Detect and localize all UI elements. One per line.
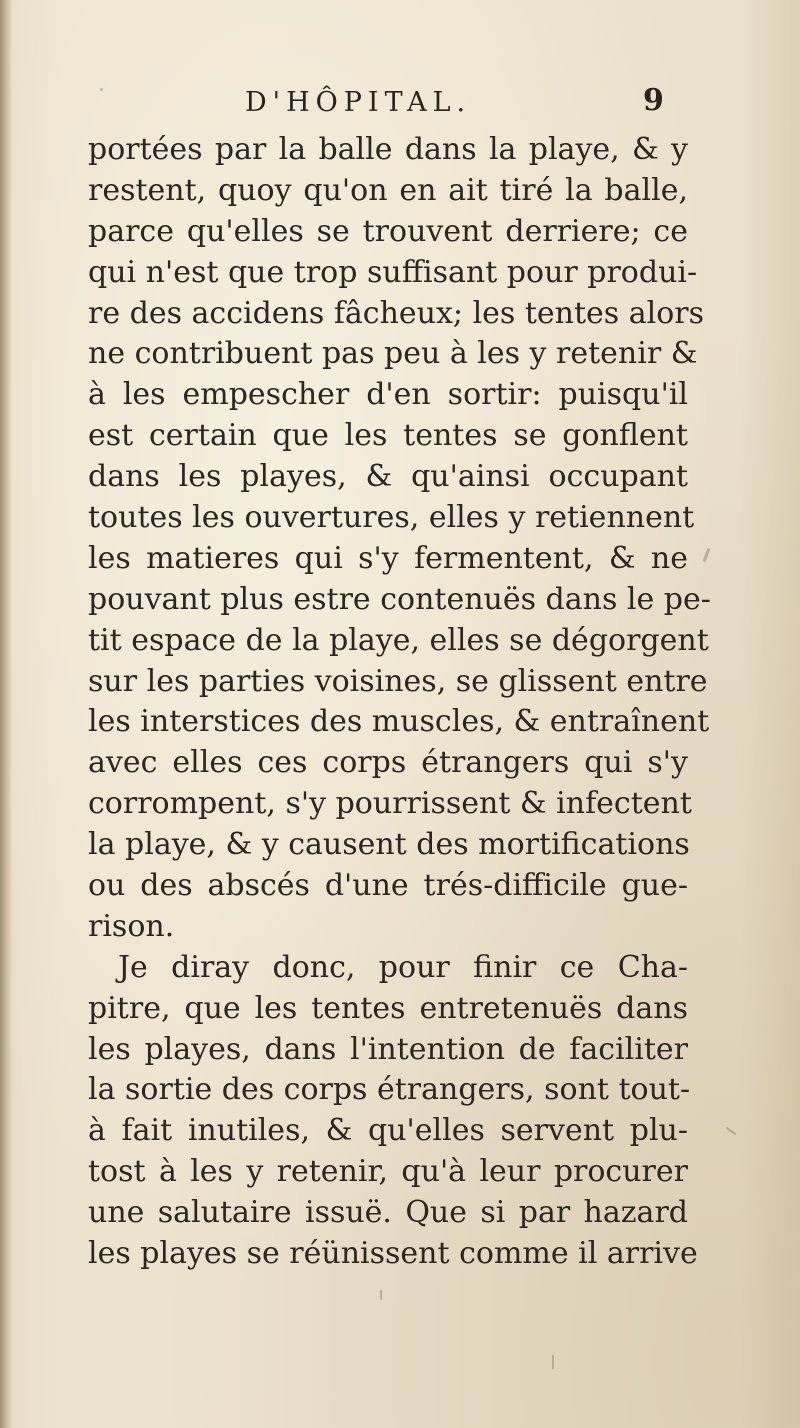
- text-line: sur les parties voisines, se glissent entre: [88, 663, 708, 699]
- paper-speck: [552, 1355, 554, 1369]
- text-line: à fait inutiles, & qu'elles servent plu-: [88, 1113, 688, 1149]
- page-header: [0, 83, 800, 127]
- paragraph-end-line: rison.: [88, 908, 175, 944]
- running-title: D'HÔPITAL.: [245, 87, 472, 118]
- text-line: pitre, que les tentes entretenuës dans: [88, 990, 688, 1026]
- text-line: corrompent, s'y pourrissent & infectent: [88, 786, 692, 822]
- text-line: à les empescher d'en sortir: puisqu'il: [88, 377, 688, 413]
- text-line: une salutaire issuë. Que si par hazard: [88, 1195, 688, 1231]
- paper-speck: [380, 1290, 382, 1300]
- text-line: est certain que les tentes se gonflent: [88, 418, 688, 454]
- text-line: restent, quoy qu'on en ait tiré la balle,: [88, 172, 688, 208]
- paper-speck: [703, 548, 711, 562]
- text-line: qui n'est que trop suffisant pour produi-: [88, 254, 698, 290]
- text-line: les playes, dans l'intention de faciliter: [88, 1031, 688, 1067]
- text-line: la sortie des corps étrangers, sont tout-: [88, 1072, 691, 1108]
- text-line: les playes se réünissent comme il arrive: [88, 1236, 698, 1272]
- page-gutter: [0, 0, 12, 1428]
- text-line: parce qu'elles se trouvent derriere; ce: [88, 213, 688, 249]
- body-text: [88, 130, 711, 1275]
- text-line: pouvant plus estre contenuës dans le pe-: [88, 581, 711, 617]
- paper-speck: [100, 88, 103, 91]
- text-line: avec elles ces corps étrangers qui s'y: [88, 745, 688, 781]
- text-line: ou des abscés d'une trés-difficile gue-: [88, 868, 688, 904]
- text-line: portées par la balle dans la playe, & y: [88, 132, 688, 167]
- text-line: les interstices des muscles, & entraînent: [88, 704, 710, 740]
- text-line: dans les playes, & qu'ainsi occupant: [88, 459, 688, 495]
- text-line: tost à les y retenir, qu'à leur procurer: [88, 1154, 688, 1190]
- text-line: la playe, & y causent des mortifications: [88, 827, 690, 863]
- text-line: les matieres qui s'y fermentent, & ne: [88, 540, 688, 576]
- paper-speck: [726, 1127, 737, 1136]
- page-number: 9: [643, 83, 664, 118]
- text-line: ne contribuent pas peu à les y retenir &: [88, 336, 698, 372]
- text-line: re des accidens fâcheux; les tentes alors: [88, 295, 704, 331]
- text-line: tit espace de la playe, elles se dégorgent: [88, 622, 709, 658]
- text-line: toutes les ouvertures, elles y retiennent: [88, 500, 695, 536]
- paragraph-first-line: Je diray donc, pour finir ce Cha-: [118, 949, 688, 985]
